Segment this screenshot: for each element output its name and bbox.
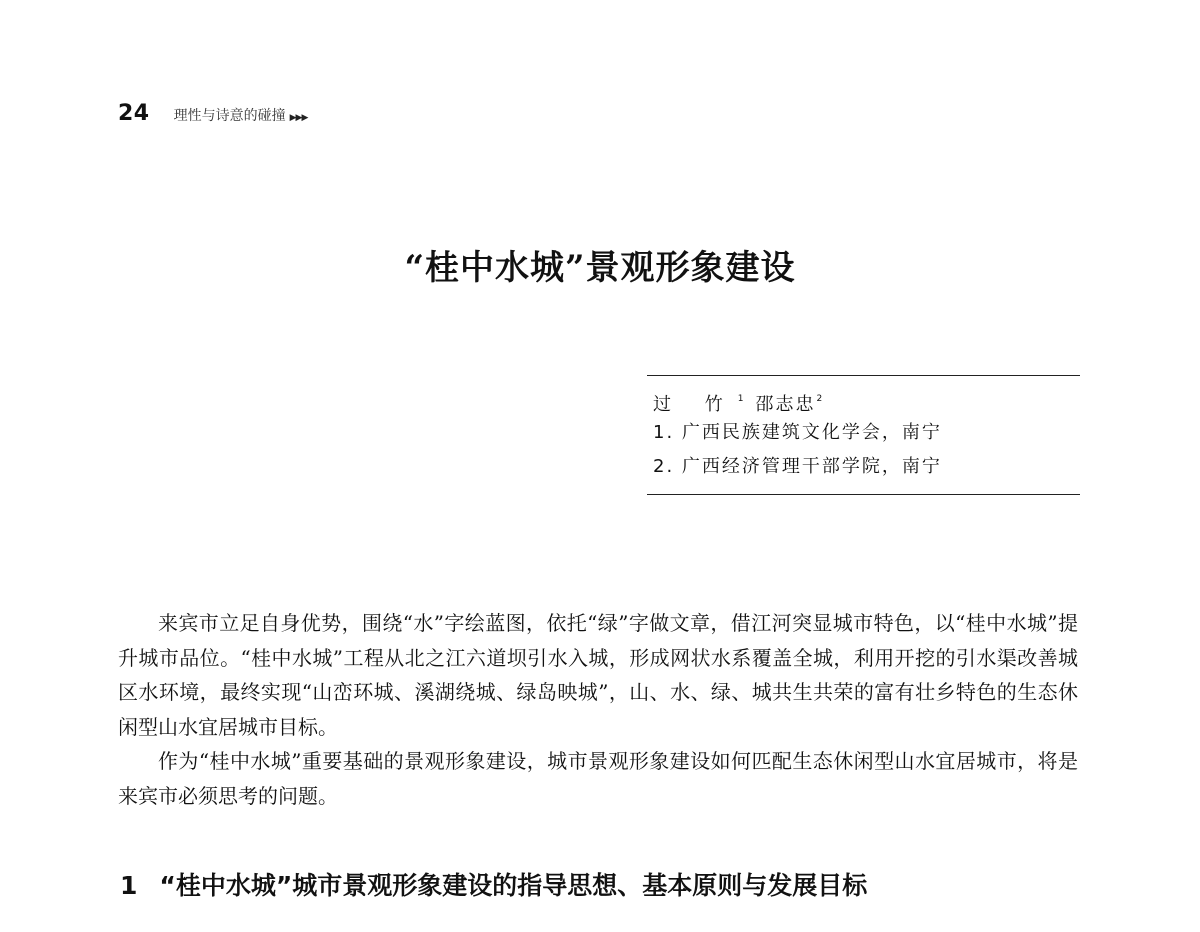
- book-title: 理性与诗意的碰撞: [173, 108, 286, 124]
- affiliation-2: 2. 广西经济管理干部学院，南宁: [653, 456, 942, 477]
- section-title: “桂中水城”城市景观形象建设的指导思想、基本原则与发展目标: [159, 871, 868, 900]
- author-name-1: 过 竹: [653, 394, 737, 415]
- section-number: 1: [120, 871, 138, 900]
- author-name-2: 邵志忠: [755, 394, 816, 415]
- author-affiliation-mark-2: 2: [816, 394, 823, 404]
- affiliation-1: 1. 广西民族建筑文化学会，南宁: [653, 422, 942, 443]
- author-names: [653, 382, 1080, 416]
- article-title: “桂中水城”景观形象建设: [404, 248, 796, 288]
- body-paragraph-1: 来宾市立足自身优势，围绕“水”字绘蓝图，依托“绿”字做文章，借江河突显城市特色，以“桂中水城”提升城市品位。“桂中水城”工程从北之江六道坝引水入城，形成网状水系覆盖全城，利用开挖的引水渠改善城区水环境，最终实现“山峦环城、溪湖绕城、绿岛映城”，山、水、绿、城共生共荣的富有壮乡特色的生态休闲型山水宜居城市目标。: [118, 611, 1078, 739]
- author-block: [647, 375, 1080, 495]
- author-affiliation-mark-1: 1: [737, 394, 744, 404]
- body-paragraph-2: 作为“桂中水城”重要基础的景观形象建设，城市景观形象建设如何匹配生态休闲型山水宜居城市，将是来宾市必须思考的问题。: [118, 749, 1078, 808]
- section-heading: [120, 866, 867, 902]
- triple-arrow-icon: ▶▶▶: [289, 113, 308, 123]
- body-text: [118, 606, 1078, 813]
- running-head: [118, 101, 307, 129]
- page-number: 24: [118, 101, 150, 126]
